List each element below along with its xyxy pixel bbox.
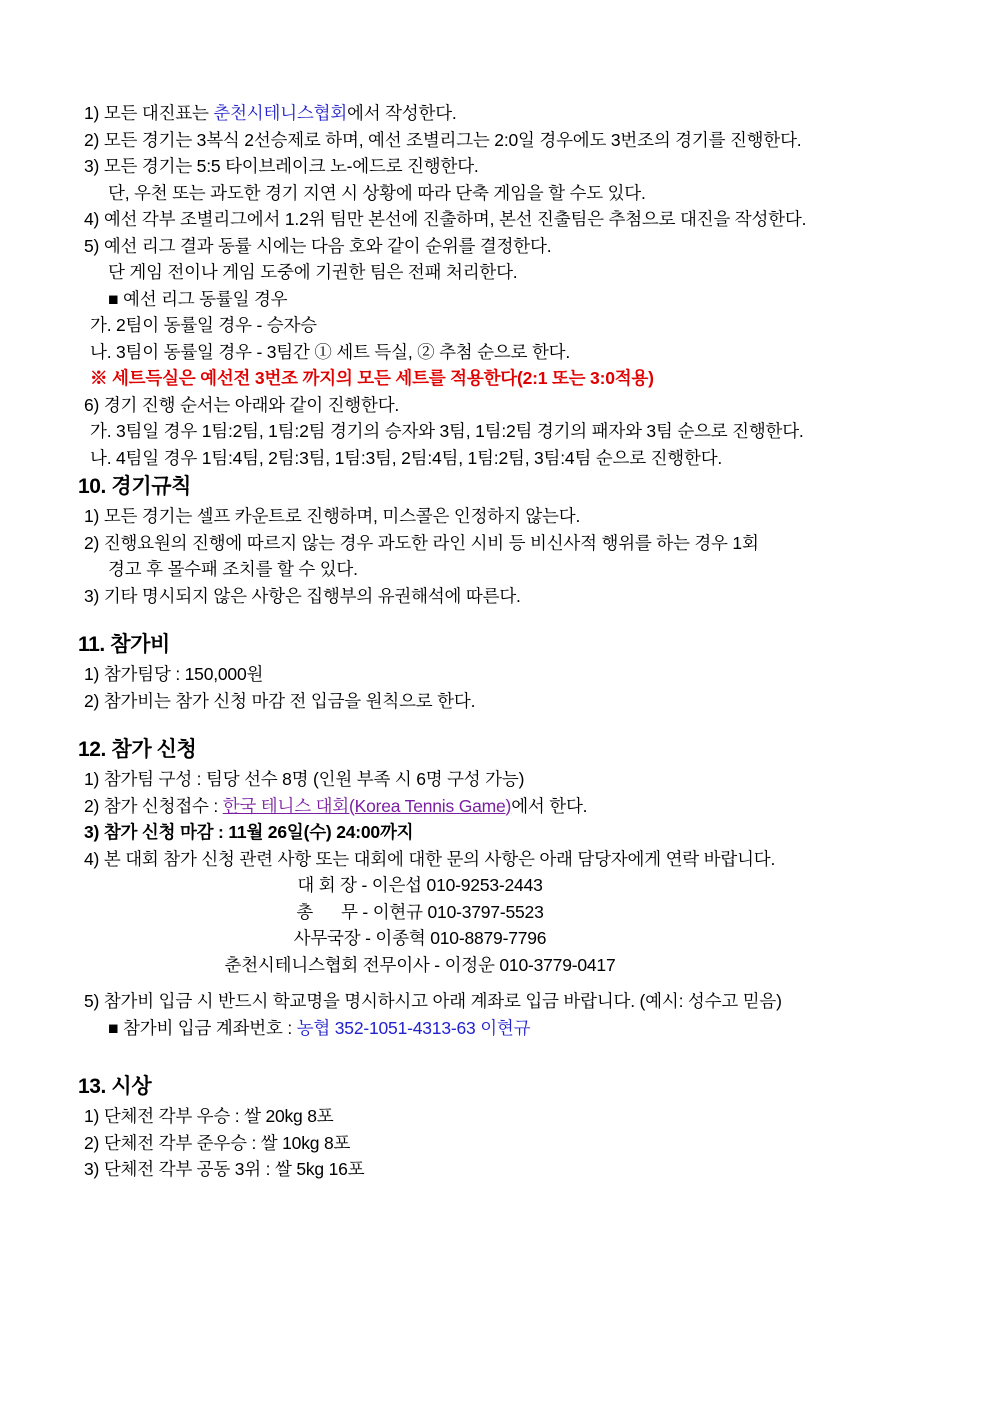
spacer-after-section-11 (78, 714, 932, 734)
rule-6-text: 경기 진행 순서는 아래와 같이 진행한다. (99, 394, 400, 415)
section-12-heading: 12. 참가 신청 (78, 738, 197, 761)
s10-1-text: 모든 경기는 셀프 카운트로 진행하며, 미스콜은 인정하지 않는다. (99, 506, 581, 526)
spacer-before-item-5 (78, 978, 932, 988)
rule-item-5-ga: 가. 2팀이 동률일 경우 - 승자승 (90, 315, 317, 335)
section-12-item-3-deadline (78, 819, 932, 846)
rule-item-4 (78, 206, 932, 233)
rule-4-prefix: 4) (84, 209, 100, 229)
section-10-heading: 10. 경기규칙 (78, 475, 191, 498)
rule-5-prefix: 5) (84, 235, 100, 256)
bank-account-number: 농협 352-1051-4313-63 이현규 (296, 1017, 531, 1038)
contact-4-role: 춘천시테니스협회 전무이사 (224, 954, 430, 975)
s11-2-text: 참가비는 참가 신청 마감 전 입금을 원칙으로 한다. (99, 690, 476, 711)
rule-item-6-na: 나. 4팀일 경우 1팀:4팀, 2팀:3팀, 1팀:3팀, 2팀:4팀, 1팀:2팀, 3팀:4팀 순으로 진행한다. (90, 447, 723, 468)
rule-1-prefix: 1) (84, 103, 100, 123)
section-10-item-3 (78, 583, 932, 610)
contact-2-phone: 010-3797-5523 (427, 901, 544, 922)
contact-1-phone: 010-9253-2443 (426, 875, 543, 895)
s10-3-text: 기타 명시되지 않은 사항은 집행부의 유권해석에 따른다. (99, 585, 521, 606)
rules-tail-block (78, 100, 932, 471)
contact-3-role: 사무국장 (293, 928, 361, 948)
section-11-item-1 (78, 661, 932, 688)
s12-2-prefix: 2) (84, 795, 100, 816)
account-line (78, 1015, 932, 1042)
rule-item-6 (78, 392, 932, 419)
s12-4-text: 본 대회 참가 신청 관련 사항 또는 대회에 대한 문의 사항은 아래 담당자에게 연락 바랍니다. (99, 848, 776, 869)
rule-2-prefix: 2) (84, 129, 100, 150)
section-12-block (78, 734, 932, 1041)
s13-1-prefix: 1) (84, 1106, 100, 1126)
set-ratio-note: ※ 세트득실은 예선전 3번조 까지의 모든 세트를 적용한다(2:1 또는 3:0적용) (90, 368, 654, 388)
contact-4-phone: 010-3779-0417 (499, 954, 616, 975)
s11-1-prefix: 1) (84, 664, 100, 684)
contact-2-name: 이현규 (372, 901, 423, 922)
s12-2-text-after: 에서 한다. (511, 795, 588, 816)
chuncheon-tennis-association-link[interactable]: 춘천시테니스협회 (213, 103, 348, 123)
rule-item-2 (78, 127, 932, 154)
rule-item-3 (78, 153, 932, 180)
section-10-item-2 (78, 530, 932, 557)
section-10-item-1 (78, 503, 932, 530)
contact-row: 총 무 - 이현규 010-3797-5523 (296, 901, 544, 922)
s10-1-prefix: 1) (84, 506, 100, 526)
contact-1-name: 이은섭 (371, 875, 422, 895)
rule-6-prefix: 6) (84, 394, 100, 415)
contact-row: 사무국장 - 이종혁 010-8879-7796 (293, 928, 547, 948)
section-10-item-2-sub: 경고 후 몰수패 조치를 할 수 있다. (108, 559, 358, 579)
rule-1-text-before: 모든 대진표는 (99, 103, 214, 123)
contact-row: 대 회 장 - 이은섭 010-9253-2443 (297, 875, 543, 895)
s12-1-prefix: 1) (84, 769, 100, 789)
s13-3-text: 단체전 각부 공동 3위 : 쌀 5kg 16포 (99, 1159, 365, 1179)
section-13-item-1 (78, 1103, 932, 1130)
rule-3-text: 모든 경기는 5:5 타이브레이크 노-에드로 진행한다. (99, 156, 479, 176)
rule-item-5 (78, 233, 932, 260)
section-12-item-1 (78, 766, 932, 793)
contact-3-name: 이종혁 (375, 928, 426, 948)
spacer-after-section-10 (78, 609, 932, 629)
s12-5-text: 참가비 입금 시 반드시 학교명을 명시하시고 아래 계좌로 입금 바랍니다. (예시: 성수고 믿음) (99, 991, 782, 1011)
section-13-item-3 (78, 1156, 932, 1183)
rule-item-3-sub: 단, 우천 또는 과도한 경기 지연 시 상황에 따라 단축 게임을 할 수도 있다. (108, 182, 646, 203)
s12-5-prefix: 5) (84, 991, 100, 1011)
rule-2-text: 모든 경기는 3복식 2선승제로 하며, 예선 조별리그는 2:0일 경우에도 3번조의 경기를 진행한다. (99, 129, 802, 150)
section-11-heading: 11. 참가비 (78, 633, 170, 656)
s10-2-text: 진행요원의 진행에 따르지 않는 경우 과도한 라인 시비 등 비신사적 행위를 하는 경우 1회 (99, 532, 759, 553)
s12-4-prefix: 4) (84, 848, 100, 869)
section-12-item-5 (78, 988, 932, 1015)
section-13-block (78, 1071, 932, 1183)
section-12-item-4 (78, 846, 932, 873)
section-11-block (78, 629, 932, 714)
contact-2-role: 총 무 (296, 901, 358, 922)
s11-2-prefix: 2) (84, 690, 100, 711)
s13-2-prefix: 2) (84, 1132, 100, 1153)
rule-item-1 (78, 100, 932, 127)
s12-2-text-before: 참가 신청접수 : (99, 795, 223, 816)
rule-1-text-after: 에서 작성한다. (347, 103, 457, 123)
s12-3-prefix: 3) (84, 822, 100, 842)
rule-item-5-na: 나. 3팀이 동률일 경우 - 3팀간 ① 세트 득실, ② 추첨 순으로 한다. (90, 341, 571, 362)
contact-1-role: 대 회 장 (297, 875, 357, 895)
rule-item-6-ga: 가. 3팀일 경우 1팀:2팀, 1팀:2팀 경기의 승자와 3팀, 1팀:2팀 경기의 패자와 3팀 순으로 진행한다. (90, 421, 804, 441)
s13-1-text: 단체전 각부 우승 : 쌀 20kg 8포 (99, 1106, 334, 1126)
section-12-item-2 (78, 793, 932, 820)
section-13-heading: 13. 시상 (78, 1075, 152, 1098)
s12-1-text: 참가팀 구성 : 팀당 선수 8명 (인원 부족 시 6명 구성 가능) (99, 769, 525, 789)
rule-3-prefix: 3) (84, 156, 100, 176)
section-11-item-2 (78, 688, 932, 715)
contact-row: 춘천시테니스협회 전무이사 - 이정운 010-3779-0417 (224, 954, 616, 975)
s10-2-prefix: 2) (84, 532, 100, 553)
rule-item-5-bullet: ■ 예선 리그 동률일 경우 (108, 288, 288, 309)
section-13-item-2 (78, 1130, 932, 1157)
s11-1-text: 참가팀당 : 150,000원 (99, 664, 264, 684)
spacer-after-section-12 (78, 1041, 932, 1071)
rule-item-5-sub: 단 게임 전이나 게임 도중에 기권한 팀은 전패 처리한다. (108, 262, 518, 282)
s10-3-prefix: 3) (84, 585, 100, 606)
s13-2-text: 단체전 각부 준우승 : 쌀 10kg 8포 (99, 1132, 351, 1153)
korea-tennis-game-link[interactable]: 한국 테니스 대회(Korea Tennis Game) (222, 795, 512, 816)
contact-3-phone: 010-8879-7796 (430, 928, 547, 948)
rule-4-text: 예선 각부 조별리그에서 1.2위 팀만 본선에 진출하며, 본선 진출팀은 추첨으로 대진을 작성한다. (99, 209, 807, 229)
contact-list (78, 872, 932, 978)
s12-3-text: 참가 신청 마감 : 11월 26일(수) 24:00까지 (99, 822, 414, 842)
account-bullet-text: ■ 참가비 입금 계좌번호 : (108, 1017, 297, 1038)
section-10-block (78, 471, 932, 609)
rule-5-text: 예선 리그 결과 동률 시에는 다음 호와 같이 순위를 결정한다. (99, 235, 552, 256)
s13-3-prefix: 3) (84, 1159, 100, 1179)
contact-4-name: 이정운 (444, 954, 495, 975)
